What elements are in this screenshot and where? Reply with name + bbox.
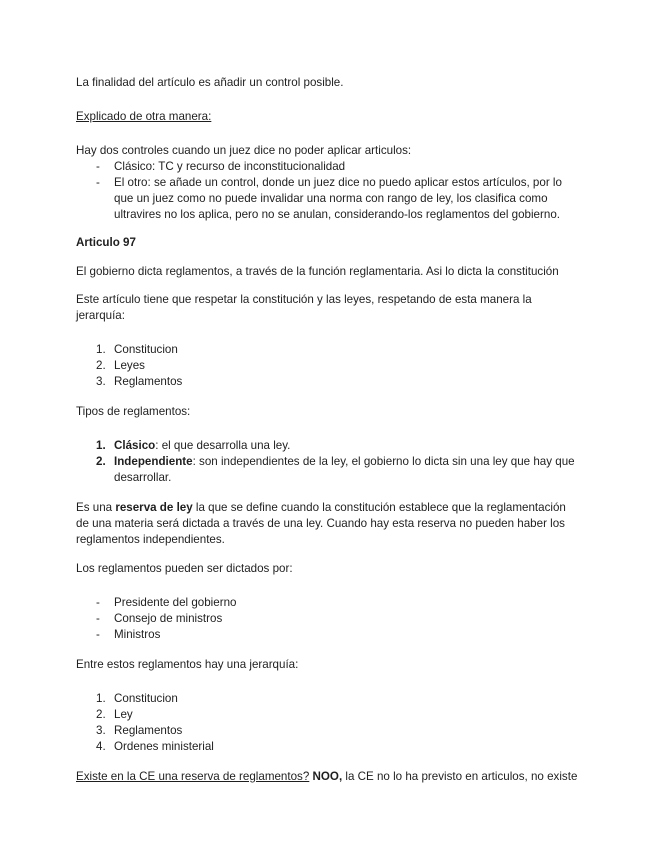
number-marker: 4. bbox=[96, 740, 106, 753]
list-jerarquia-1 bbox=[76, 342, 581, 390]
paragraph-reserva-de-ley: Es una reserva de ley la que se define cuando la constitución establece que la reglamentación de una materia será dictada a través de una ley. Cuando hay esta reserva no pueden haber los reglamentos independientes. bbox=[76, 501, 566, 546]
number-marker: 1. bbox=[96, 692, 106, 705]
paragraph-jerarquia: Entre estos reglamentos hay una jerarquía: bbox=[76, 658, 299, 671]
subheading-explicado: Explicado de otra manera: bbox=[76, 110, 212, 123]
list-item: 3. Reglamentos bbox=[96, 724, 183, 737]
list-item: 2. Ley bbox=[96, 708, 133, 721]
heading-articulo-97: Articulo 97 bbox=[76, 236, 136, 249]
dash-marker: - bbox=[96, 176, 100, 189]
list-item: 1. Clásico: el que desarrolla una ley. bbox=[96, 439, 291, 452]
paragraph-tipos: Tipos de reglamentos: bbox=[76, 405, 191, 418]
list-item: - Ministros bbox=[96, 628, 161, 641]
number-marker: 2. bbox=[96, 359, 106, 372]
list-controles bbox=[76, 159, 581, 223]
list-item: - Consejo de ministros bbox=[96, 612, 223, 625]
list-jerarquia-2 bbox=[76, 691, 581, 755]
paragraph-dictados-por: Los reglamentos pueden ser dictados por: bbox=[76, 562, 293, 575]
list-dictados bbox=[76, 595, 581, 643]
number-marker: 1. bbox=[96, 439, 106, 452]
number-marker: 2. bbox=[96, 708, 106, 721]
list-item: 4. Ordenes ministerial bbox=[96, 740, 214, 753]
list-item: - Presidente del gobierno bbox=[96, 596, 237, 609]
number-marker: 1. bbox=[96, 343, 106, 356]
dash-marker: - bbox=[96, 628, 100, 641]
list-item: 1. Constitucion bbox=[96, 692, 178, 705]
list-item: 2. Independiente: son independientes de la ley, el gobierno lo dicta sin una ley que hay que desarrollar. bbox=[96, 455, 575, 484]
paragraph-dos-controles: Hay dos controles cuando un juez dice no poder aplicar articulos: bbox=[76, 144, 412, 157]
list-item: - Clásico: TC y recurso de inconstitucionalidad bbox=[96, 160, 346, 173]
list-item: 2. Leyes bbox=[96, 359, 145, 372]
paragraph-finalidad: La finalidad del artículo es añadir un control posible. bbox=[76, 76, 344, 89]
paragraph-respetar: Este artículo tiene que respetar la constitución y las leyes, respetando de esta manera la jerarquía: bbox=[76, 293, 532, 322]
number-marker: 3. bbox=[96, 375, 106, 388]
dash-marker: - bbox=[96, 596, 100, 609]
paragraph-gobierno-dicta: El gobierno dicta reglamentos, a través de la función reglamentaria. Asi lo dicta la constitución bbox=[76, 265, 559, 278]
dash-marker: - bbox=[96, 160, 100, 173]
number-marker: 3. bbox=[96, 724, 106, 737]
list-item: - El otro: se añade un control, donde un juez dice no puedo aplicar estos artículos, por lo que un juez como no puede invalidar una norma con rango de ley, los clasifica como ultravires no los aplica, pero no se anulan, considerando-los reglamentos del gobierno. bbox=[96, 176, 562, 221]
list-item: 1. Constitucion bbox=[96, 343, 178, 356]
list-tipos bbox=[76, 438, 581, 486]
list-item: 3. Reglamentos bbox=[96, 375, 183, 388]
document-page bbox=[76, 75, 581, 785]
paragraph-existe-reserva: Existe en la CE una reserva de reglamentos? NOO, la CE no lo ha previsto en articulos, no existe bbox=[76, 770, 578, 783]
number-marker: 2. bbox=[96, 455, 106, 468]
dash-marker: - bbox=[96, 612, 100, 625]
